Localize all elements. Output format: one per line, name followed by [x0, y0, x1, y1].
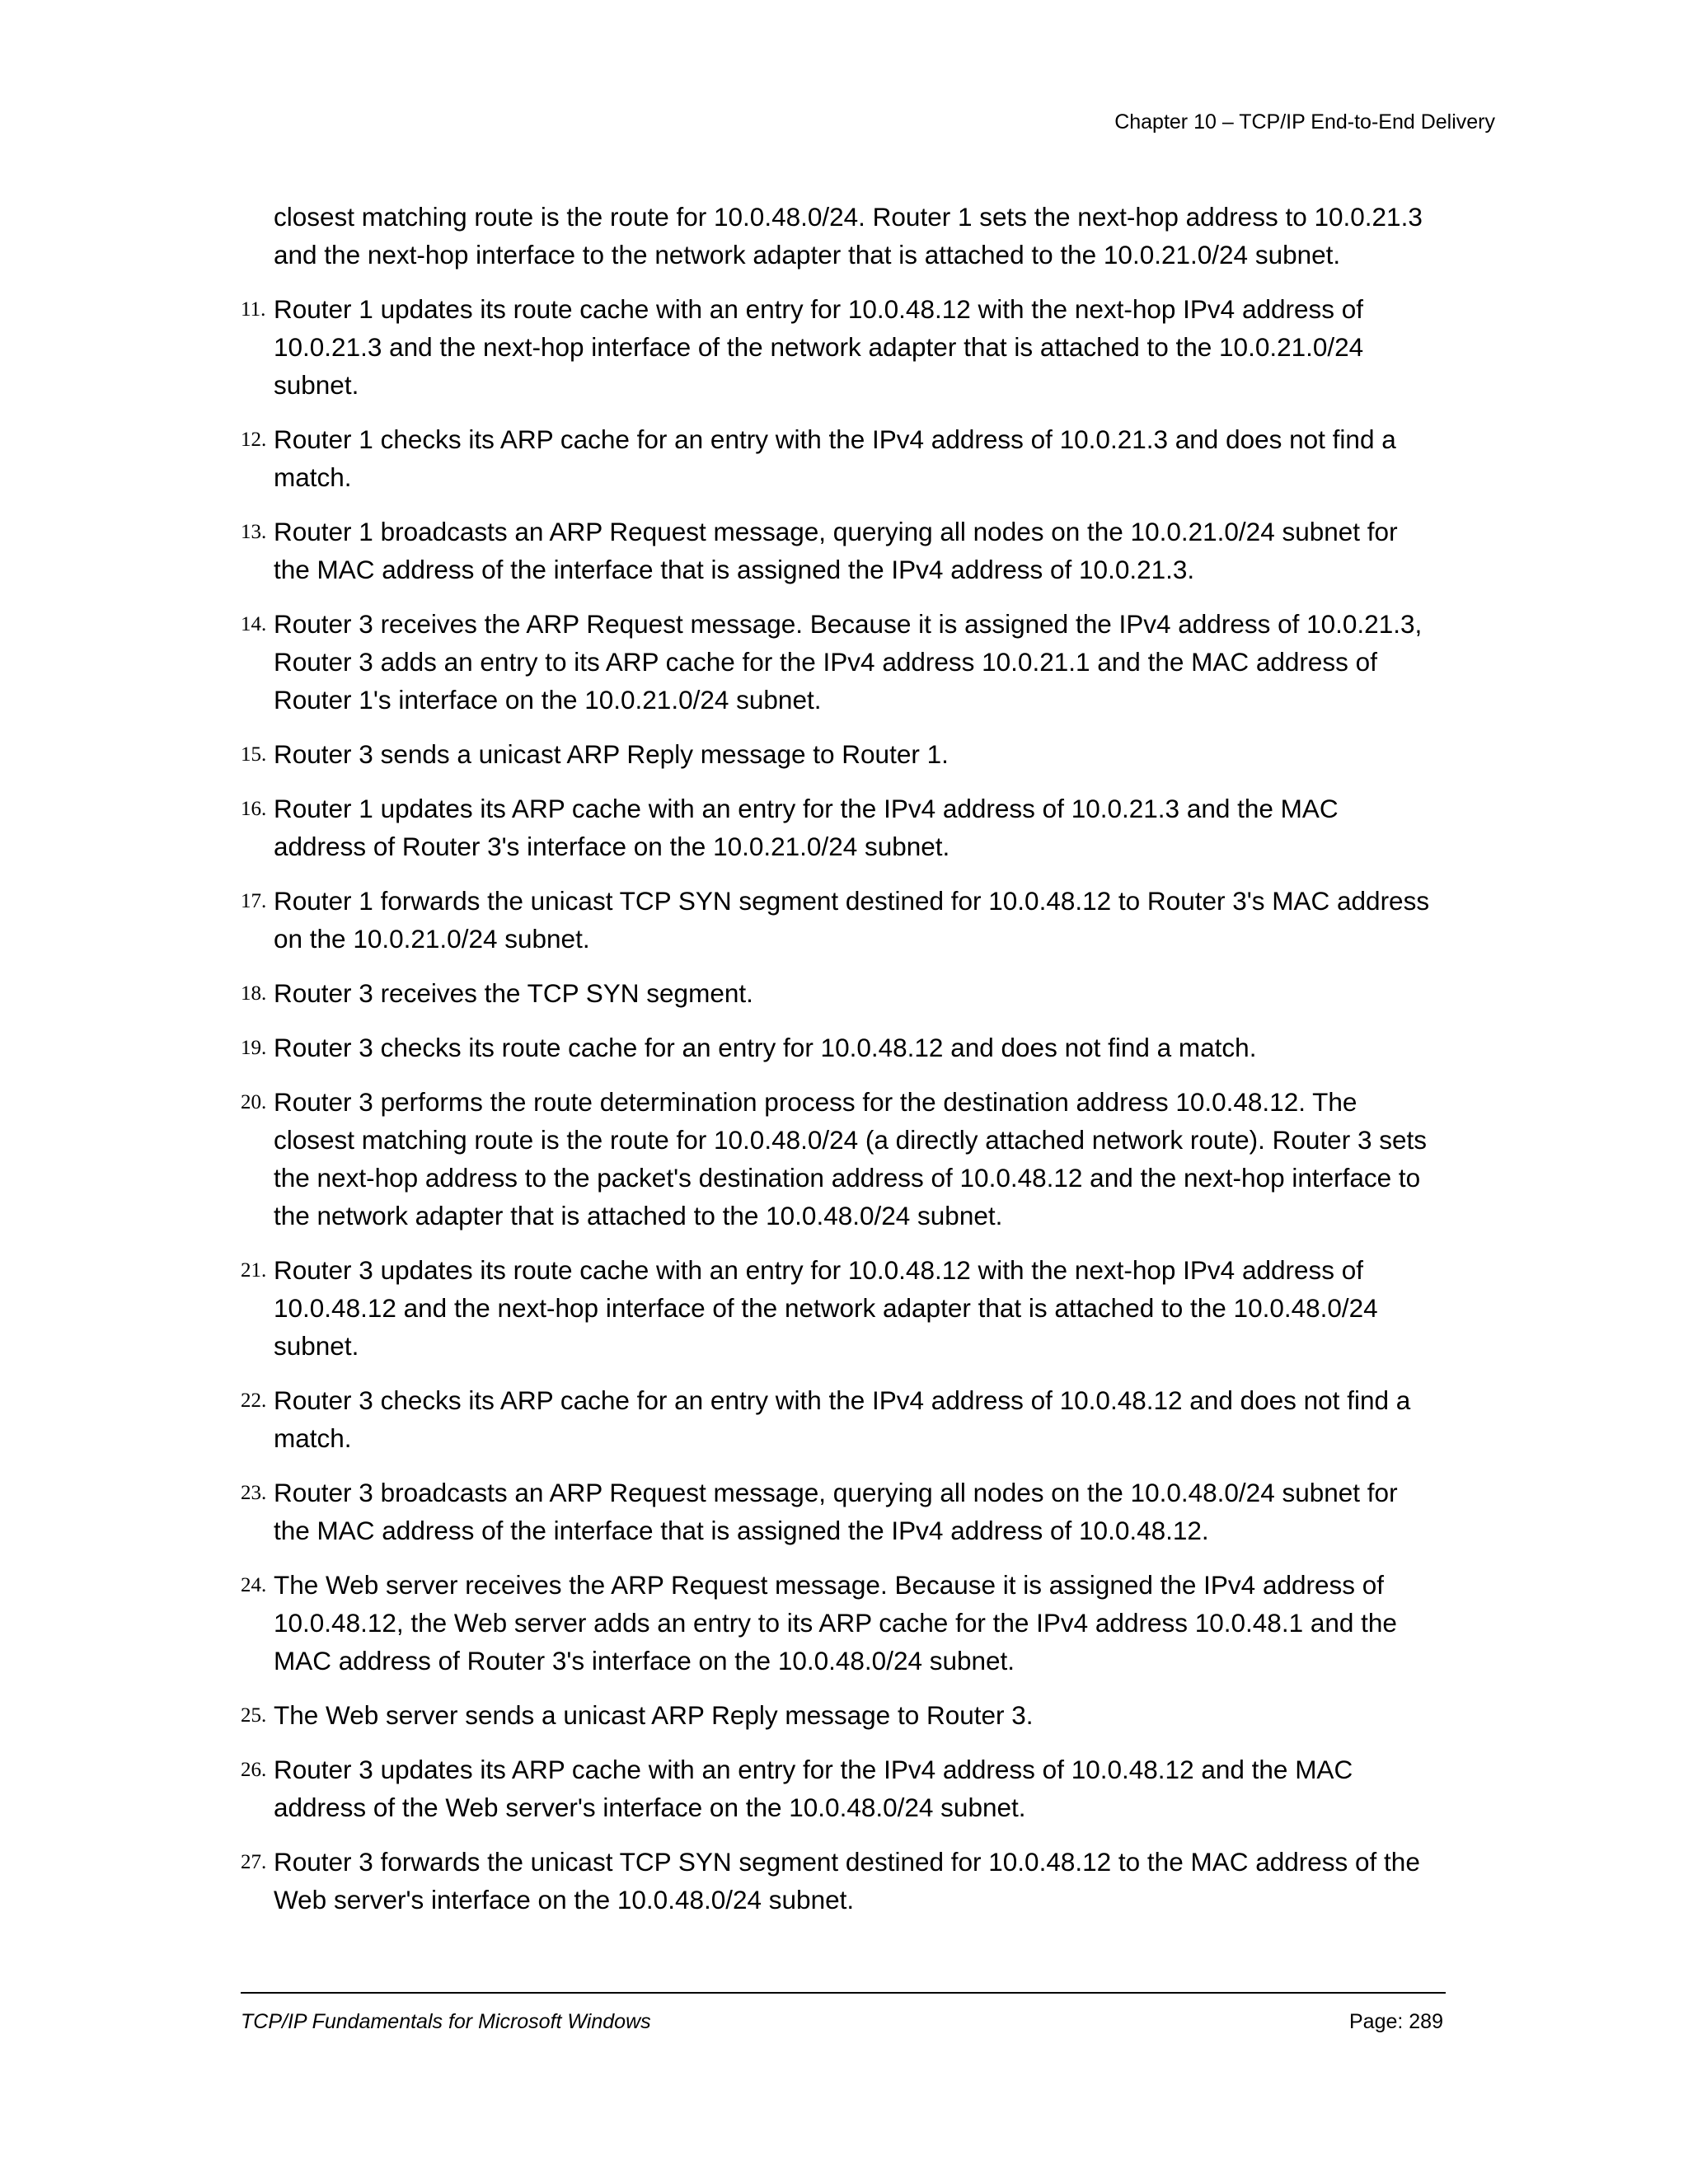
- step-item: [241, 1083, 1493, 1235]
- footer-book-title: TCP/IP Fundamentals for Microsoft Windows: [241, 2010, 651, 2033]
- step-text-line: closest matching route is the route for 10.0.48.0/24 (a directly attached network route). Router 3 sets: [274, 1125, 1427, 1155]
- step-number: 23.: [241, 1482, 267, 1504]
- step-text-line: subnet.: [274, 1331, 359, 1361]
- step-number: 17.: [241, 890, 267, 912]
- step-number: 27.: [241, 1851, 267, 1873]
- step-text-line: match.: [274, 462, 352, 492]
- step-item: [241, 735, 1493, 773]
- step-text-line: 10.0.48.12, the Web server adds an entry to its ARP cache for the IPv4 address 10.0.48.1 and the: [274, 1608, 1397, 1638]
- step-item: [241, 974, 1493, 1012]
- step-text-line: on the 10.0.21.0/24 subnet.: [274, 924, 590, 954]
- step-item: [241, 605, 1493, 719]
- step-text-line: the MAC address of the interface that is assigned the IPv4 address of 10.0.21.3.: [274, 555, 1195, 584]
- step-text-line: Router 3 forwards the unicast TCP SYN segment destined for 10.0.48.12 to the MAC address of the: [274, 1847, 1420, 1877]
- step-text-line: The Web server sends a unicast ARP Reply message to Router 3.: [274, 1700, 1034, 1730]
- step-item: [241, 882, 1493, 958]
- step-text-line: The Web server receives the ARP Request message. Because it is assigned the IPv4 address of: [274, 1570, 1385, 1600]
- step-text-line: Router 3 performs the route determination process for the destination address 10.0.48.12. The: [274, 1087, 1357, 1117]
- text-line: closest matching route is the route for 10.0.48.0/24. Router 1 sets the next-hop address to 10.0.21.3: [274, 202, 1423, 232]
- footer-rule: [241, 1992, 1446, 1994]
- step-text-line: match.: [274, 1423, 352, 1453]
- step-item: [241, 1474, 1493, 1549]
- step-text-line: MAC address of Router 3's interface on the 10.0.48.0/24 subnet.: [274, 1646, 1015, 1675]
- step-number: 14.: [241, 613, 267, 635]
- continued-paragraph: [274, 198, 1493, 274]
- step-item: [241, 1381, 1493, 1457]
- step-number: 25.: [241, 1704, 267, 1727]
- step-text-line: Router 3 sends a unicast ARP Reply message to Router 1.: [274, 739, 949, 769]
- step-item: [241, 1566, 1493, 1680]
- step-number: 12.: [241, 429, 267, 451]
- step-item: [241, 1750, 1493, 1826]
- step-number: 18.: [241, 982, 267, 1005]
- numbered-step-list: [241, 290, 1493, 1919]
- step-text-line: Router 3 checks its ARP cache for an entry with the IPv4 address of 10.0.48.12 and does not find a: [274, 1385, 1411, 1415]
- step-text-line: address of the Web server's interface on the 10.0.48.0/24 subnet.: [274, 1793, 1026, 1822]
- step-text-line: Router 3 adds an entry to its ARP cache for the IPv4 address 10.0.21.1 and the MAC address of: [274, 647, 1377, 677]
- step-item: [241, 1843, 1493, 1919]
- step-number: 15.: [241, 743, 267, 766]
- step-text-line: 10.0.48.12 and the next-hop interface of the network adapter that is attached to the 10.0.48.0/24: [274, 1293, 1378, 1323]
- step-item: [241, 790, 1493, 865]
- step-text-line: the next-hop address to the packet's destination address of 10.0.48.12 and the next-hop interface to: [274, 1163, 1421, 1193]
- step-text-line: Router 1's interface on the 10.0.21.0/24 subnet.: [274, 685, 822, 715]
- step-number: 20.: [241, 1091, 267, 1113]
- step-text-line: 10.0.21.3 and the next-hop interface of the network adapter that is attached to the 10.0.21.0/24: [274, 332, 1364, 362]
- running-header: Chapter 10 – TCP/IP End-to-End Delivery: [1114, 110, 1495, 134]
- step-number: 24.: [241, 1574, 267, 1596]
- step-number: 13.: [241, 521, 267, 543]
- step-item: [241, 1029, 1493, 1066]
- step-number: 26.: [241, 1759, 267, 1781]
- step-text-line: Router 3 receives the ARP Request message. Because it is assigned the IPv4 address of 10.0.21.3,: [274, 609, 1423, 639]
- step-item: [241, 513, 1493, 588]
- step-text-line: Router 3 receives the TCP SYN segment.: [274, 978, 753, 1008]
- step-item: [241, 1251, 1493, 1365]
- step-text-line: Router 1 checks its ARP cache for an entry with the IPv4 address of 10.0.21.3 and does not find a: [274, 424, 1396, 454]
- step-text-line: the network adapter that is attached to the 10.0.48.0/24 subnet.: [274, 1201, 1003, 1230]
- step-text-line: Router 1 broadcasts an ARP Request message, querying all nodes on the 10.0.21.0/24 subnet for: [274, 517, 1398, 546]
- step-text-line: Router 1 updates its route cache with an entry for 10.0.48.12 with the next-hop IPv4 address of: [274, 294, 1364, 324]
- page-content: [241, 198, 1493, 1935]
- step-text-line: Web server's interface on the 10.0.48.0/24 subnet.: [274, 1885, 855, 1915]
- step-number: 22.: [241, 1390, 267, 1412]
- step-item: [241, 290, 1493, 404]
- step-text-line: Router 1 updates its ARP cache with an entry for the IPv4 address of 10.0.21.3 and the MAC: [274, 794, 1339, 823]
- text-line: and the next-hop interface to the network adapter that is attached to the 10.0.21.0/24 subnet.: [274, 240, 1341, 269]
- step-text-line: the MAC address of the interface that is assigned the IPv4 address of 10.0.48.12.: [274, 1516, 1209, 1545]
- step-item: [241, 1696, 1493, 1734]
- step-number: 21.: [241, 1259, 267, 1282]
- step-number: 16.: [241, 798, 267, 820]
- step-text-line: subnet.: [274, 370, 359, 400]
- step-text-line: Router 3 updates its ARP cache with an entry for the IPv4 address of 10.0.48.12 and the MAC: [274, 1755, 1353, 1784]
- step-text-line: Router 3 broadcasts an ARP Request message, querying all nodes on the 10.0.48.0/24 subnet for: [274, 1478, 1398, 1507]
- step-text-line: Router 3 checks its route cache for an entry for 10.0.48.12 and does not find a match.: [274, 1033, 1257, 1062]
- step-number: 19.: [241, 1037, 267, 1059]
- step-text-line: Router 1 forwards the unicast TCP SYN segment destined for 10.0.48.12 to Router 3's MAC address: [274, 886, 1430, 916]
- footer-page-number: Page: 289: [1349, 2010, 1443, 2033]
- step-text-line: address of Router 3's interface on the 10.0.21.0/24 subnet.: [274, 832, 950, 861]
- step-text-line: Router 3 updates its route cache with an entry for 10.0.48.12 with the next-hop IPv4 address of: [274, 1255, 1364, 1285]
- step-number: 11.: [241, 298, 266, 321]
- step-item: [241, 420, 1493, 496]
